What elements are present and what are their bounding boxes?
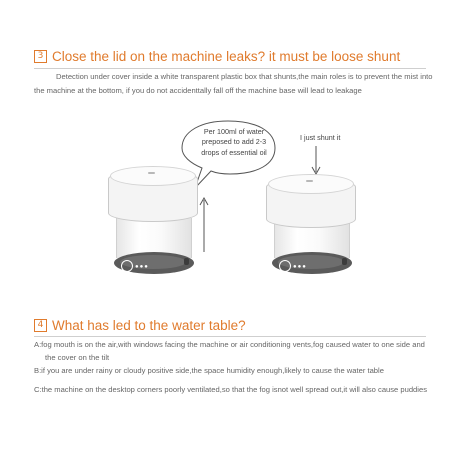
cause-a: A:fog mouth is on the air,with windows facing the machine or air conditioning vents,fog caused water to one side and the cover on the tilt: [34, 340, 425, 362]
section-4-number: 4: [34, 319, 47, 332]
arrow-up-icon: [198, 196, 210, 252]
lid-top: [268, 174, 354, 194]
indicator-dots: ●●●: [293, 264, 307, 270]
bubble-text: [193, 127, 275, 158]
power-button: [184, 258, 189, 265]
section-3-title: Close the lid on the machine leaks? it must be loose shunt: [52, 49, 401, 64]
section-3-number: 3: [34, 50, 47, 63]
section-4-divider: [34, 336, 426, 337]
indicator-dots: ●●●: [135, 264, 149, 270]
section-3-description: Detection under cover inside a white transparent plastic box that shunts,the main roles is to prevent the mist into the machine at the bottom, if you do not accidenttally fall off the machine base will lead to leakage: [34, 72, 433, 95]
brand-logo-icon: [121, 260, 133, 272]
mist-outlet: [148, 172, 155, 174]
shunt-note: I just shunt it: [300, 133, 341, 142]
bubble-line-2: preposed to add 2-3: [201, 137, 267, 147]
cause-c: C:the machine on the desktop corners poorly ventilated,so that the fog isnot well spread out,it will also cause puddies: [34, 385, 427, 394]
section-3-header: [34, 49, 400, 64]
power-button: [342, 258, 347, 265]
humidifier-lid-lifted: [108, 166, 198, 286]
section-3-divider: [34, 68, 426, 69]
lid-top: [110, 166, 196, 186]
section-4-header: [34, 318, 246, 333]
humidifier-lid-closed: [266, 166, 356, 286]
list-item: [34, 338, 434, 364]
mist-outlet: [306, 180, 313, 182]
bubble-line-3: drops of essential oil: [201, 147, 267, 157]
list-item: [34, 383, 434, 396]
bubble-line-1: Per 100ml of water: [203, 127, 265, 136]
brand-logo-icon: [279, 260, 291, 272]
cause-b: B:if you are under rainy or cloudy positive side,the space humidity enough,likely to cause the water table: [34, 366, 384, 375]
section-4-title: What has led to the water table?: [52, 318, 246, 333]
list-item: [34, 364, 434, 377]
